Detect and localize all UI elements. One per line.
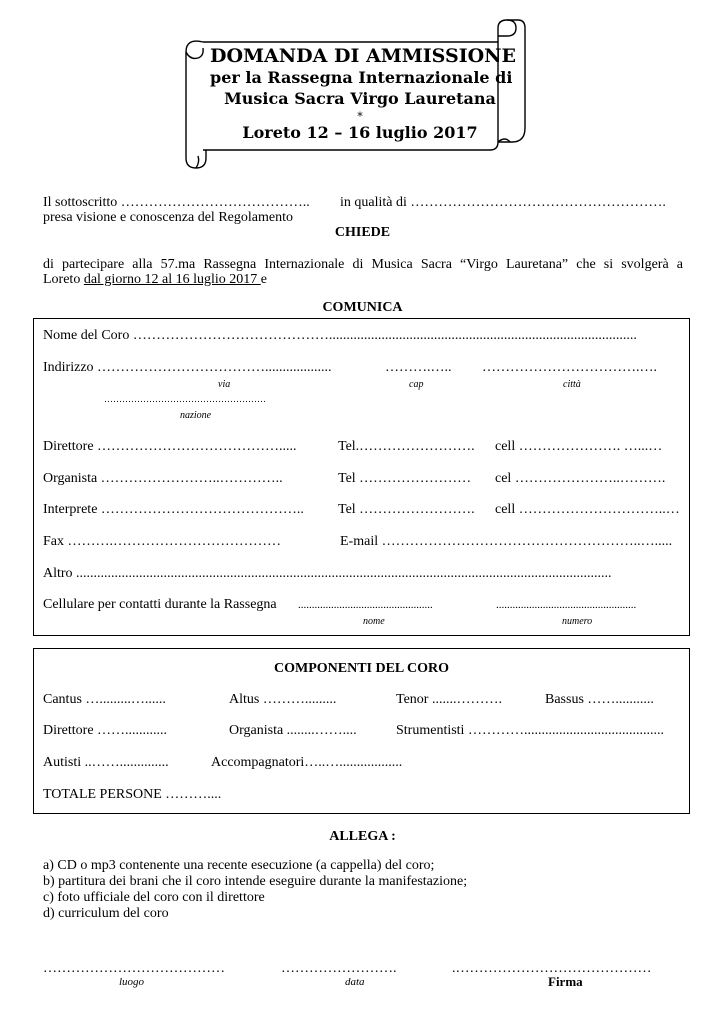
allega-item-b: b) partitura dei brani che il coro intende eseguire durante la manifestazione;	[43, 874, 468, 889]
luogo-label: luogo	[119, 976, 145, 988]
cap-label: cap	[409, 379, 424, 390]
firma-field[interactable]: .……………………………………	[452, 961, 652, 976]
nazione-label: nazione	[180, 410, 212, 421]
citta-field[interactable]: …………………………….….	[482, 360, 657, 375]
tenor-field[interactable]: Tenor .......……….	[396, 692, 502, 707]
cellulare-numero-field[interactable]: ...................................................	[496, 599, 637, 611]
cantus-field[interactable]: Cantus ….........…......	[43, 692, 166, 707]
organista-cel-field[interactable]: cel …………………..……….	[495, 471, 666, 486]
partecipare-text-line2: Loreto dal giorno 12 al 16 luglio 2017 e	[43, 272, 267, 287]
luogo-field[interactable]: …………………………………	[43, 961, 225, 976]
allega-item-a: a) CD o mp3 contenente una recente esecuzione (a cappella) del coro;	[43, 858, 435, 873]
cap-field[interactable]: ……….…..	[385, 360, 452, 375]
sottoscritto-field[interactable]: Il sottoscritto …………………………………..	[43, 195, 310, 210]
organista-tel-field[interactable]: Tel ……………………	[338, 471, 472, 486]
organista-field[interactable]: Organista ……………………..…………..	[43, 471, 283, 486]
via-label: via	[218, 379, 231, 390]
firma-label: Firma	[548, 974, 583, 989]
nome-label: nome	[363, 616, 385, 627]
fax-field[interactable]: Fax ……….………………………………	[43, 534, 281, 549]
componenti-heading: COMPONENTI DEL CORO	[273, 661, 449, 676]
componenti-organista-field[interactable]: Organista ........……....	[229, 723, 357, 738]
subtitle-line2: Musica Sacra Virgo Lauretana	[224, 89, 496, 108]
cellulare-label: Cellulare per contatti durante la Rassegna	[43, 597, 277, 612]
direttore-tel-field[interactable]: Tel.…………………….	[338, 439, 475, 454]
direttore-cell-field[interactable]: cell …………………. …...…	[495, 439, 663, 454]
event-dates: Loreto 12 – 16 luglio 2017	[242, 123, 478, 142]
cellulare-nome-field[interactable]: .................................................	[298, 599, 433, 611]
bassus-field[interactable]: Bassus ……...........	[545, 692, 654, 707]
form-title: DOMANDA DI AMMISSIONE	[210, 45, 516, 67]
partecipare-text: di partecipare alla 57.ma Rassegna Internazionale di Musica Sacra “Virgo Lauretana” che si svolgerà a	[43, 257, 683, 272]
nome-coro-field[interactable]: Nome del Coro ……………………………………........................................................................................	[43, 328, 637, 343]
regolamento-text: presa visione e conoscenza del Regolamento	[43, 210, 293, 225]
subtitle-line1: per la Rassegna Internazionale di	[210, 68, 513, 87]
direttore-field[interactable]: Direttore ………………………………….....	[43, 439, 297, 454]
allega-heading: ALLEGA :	[329, 829, 396, 844]
componenti-direttore-field[interactable]: Direttore ……............	[43, 723, 168, 738]
accompagnatori-field[interactable]: Accompagnatori…..…..................	[211, 755, 403, 770]
nazione-field[interactable]: ………………………………………………	[104, 394, 266, 404]
totale-persone-field[interactable]: TOTALE PERSONE ………....	[43, 787, 222, 802]
allega-item-d: d) curriculum del coro	[43, 906, 169, 921]
allega-item-c: c) foto ufficiale del coro con il direttore	[43, 890, 265, 905]
indirizzo-field[interactable]: Indirizzo ………………………………...................	[43, 360, 332, 375]
interprete-tel-field[interactable]: Tel …………………….	[338, 502, 475, 517]
citta-label: città	[563, 379, 581, 390]
data-label: data	[345, 976, 365, 988]
asterisk: *	[357, 110, 363, 123]
numero-label: numero	[562, 616, 593, 627]
interprete-field[interactable]: Interprete ……………………………………..	[43, 502, 304, 517]
strumentisti-field[interactable]: Strumentisti …………........................................	[396, 723, 664, 738]
qualita-field[interactable]: in qualità di ……………………………………………….	[340, 195, 666, 210]
email-field[interactable]: E-mail ………………………………………………..….....	[340, 534, 673, 549]
chiede-heading: CHIEDE	[334, 225, 391, 240]
interprete-cell-field[interactable]: cell …………………………..…	[495, 502, 680, 517]
comunica-heading: COMUNICA	[322, 300, 403, 315]
autisti-field[interactable]: Autisti ..……..............	[43, 755, 169, 770]
altus-field[interactable]: Altus ……….........	[229, 692, 337, 707]
data-field[interactable]: …………………….	[281, 961, 397, 976]
altro-field[interactable]: Altro .........................................................................................................................................................	[43, 566, 612, 581]
